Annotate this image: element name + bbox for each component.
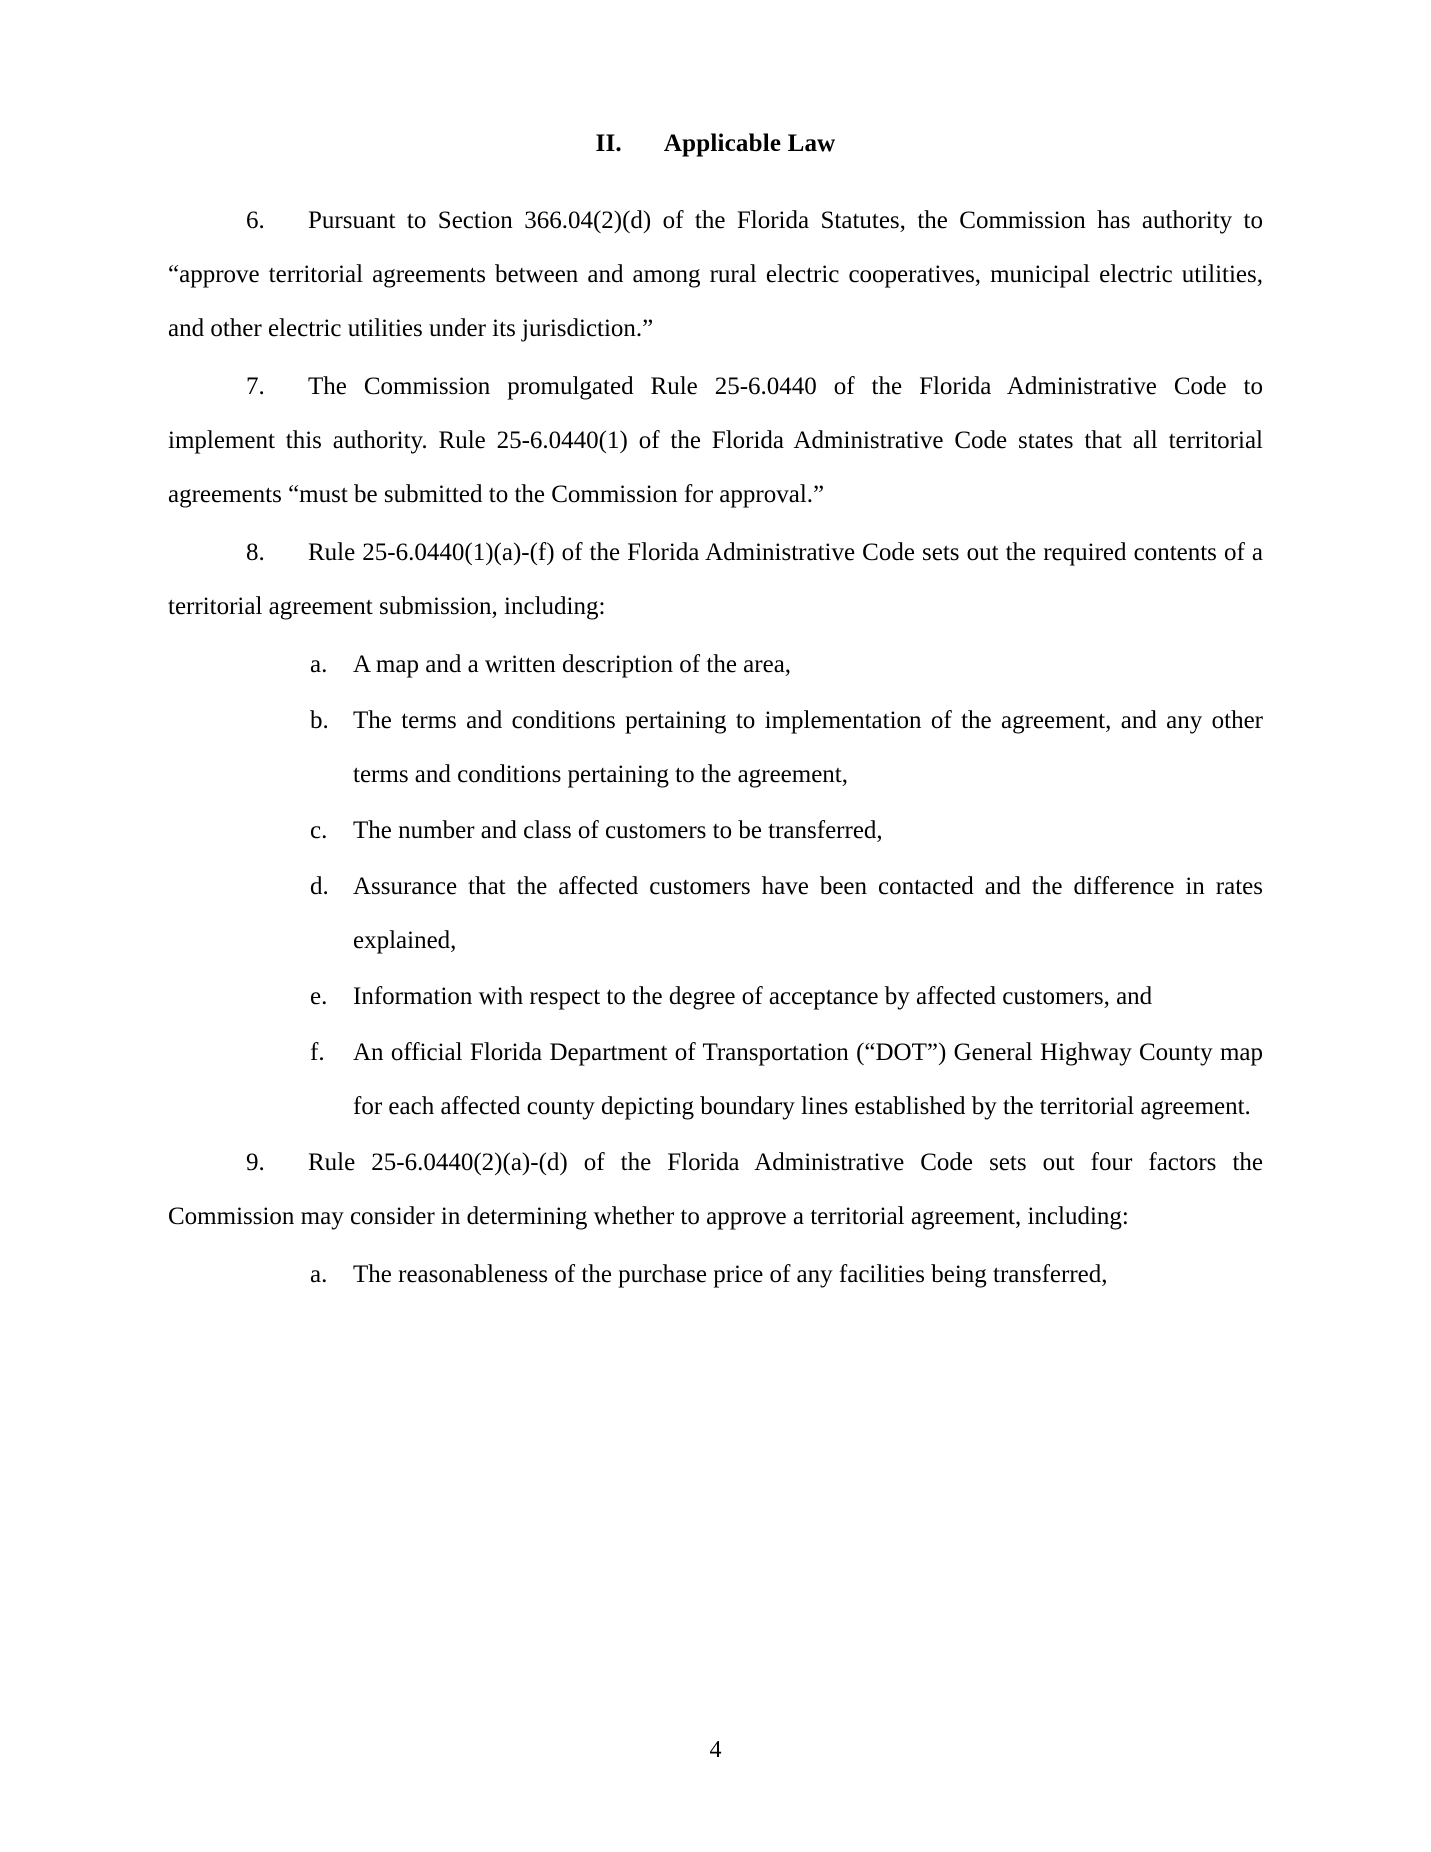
paragraph-7 <box>168 360 1263 522</box>
paragraph-9-text: Rule 25-6.0440(2)(a)-(d) of the Florida Administrative Code sets out four factors the Commission may consider in determining whether to approve a territorial agreement, including: <box>168 1149 1263 1230</box>
paragraph-9-number: 9. <box>246 1149 265 1176</box>
paragraph-6-text: Pursuant to Section 366.04(2)(d) of the Florida Statutes, the Commission has authority to “approve territorial agreements between and among rural electric cooperatives, municipal electric utilities, and other electric utilities under its jurisdiction.” <box>168 207 1263 342</box>
paragraph-6 <box>168 194 1263 356</box>
list-item-text: The reasonableness of the purchase price of any facilities being transferred, <box>353 1261 1108 1288</box>
paragraph-8-number: 8. <box>246 539 265 566</box>
section-heading-title: Applicable Law <box>663 130 836 157</box>
list-item-text: A map and a written description of the area, <box>353 651 792 678</box>
list-item-text: Assurance that the affected customers have been contacted and the difference in rates explained, <box>353 873 1263 954</box>
list-item <box>168 860 1263 968</box>
list-item <box>168 804 1263 858</box>
list-item-marker: e. <box>310 983 328 1010</box>
list-item-text: The terms and conditions pertaining to implementation of the agreement, and any other terms and conditions pertaining to the agreement, <box>353 707 1263 788</box>
list-required-contents <box>168 638 1263 1134</box>
list-item <box>168 1248 1263 1302</box>
list-item-marker: a. <box>310 651 328 678</box>
paragraph-9 <box>168 1136 1263 1244</box>
paragraph-7-number: 7. <box>246 373 265 400</box>
list-item-text: The number and class of customers to be transferred, <box>353 817 883 844</box>
paragraph-8 <box>168 526 1263 634</box>
list-item <box>168 1026 1263 1134</box>
page-number: 4 <box>709 1737 722 1763</box>
list-item-marker: b. <box>310 707 329 734</box>
list-item-text: Information with respect to the degree of acceptance by affected customers, and <box>353 983 1153 1010</box>
paragraph-8-text: Rule 25-6.0440(1)(a)-(f) of the Florida Administrative Code sets out the required contents of a territorial agreement submission, including: <box>168 539 1263 620</box>
section-heading-numeral: II. <box>595 130 622 157</box>
list-approval-factors <box>168 1248 1263 1302</box>
list-item-marker: a. <box>310 1261 328 1288</box>
list-item <box>168 638 1263 692</box>
paragraph-7-text: The Commission promulgated Rule 25-6.0440 of the Florida Administrative Code to implement this authority. Rule 25-6.0440(1) of the Florida Administrative Code states that all territorial agreements “must be submitted to the Commission for approval.” <box>168 373 1263 508</box>
list-item-marker: c. <box>310 817 328 844</box>
page-content <box>168 130 1263 1302</box>
paragraph-6-number: 6. <box>246 207 265 234</box>
section-heading <box>168 130 1263 158</box>
list-item-text: An official Florida Department of Transportation (“DOT”) General Highway County map for each affected county depicting boundary lines established by the territorial agreement. <box>353 1039 1263 1120</box>
list-item-marker: d. <box>310 873 329 900</box>
list-item <box>168 694 1263 802</box>
list-item-marker: f. <box>310 1039 325 1066</box>
list-item <box>168 970 1263 1024</box>
